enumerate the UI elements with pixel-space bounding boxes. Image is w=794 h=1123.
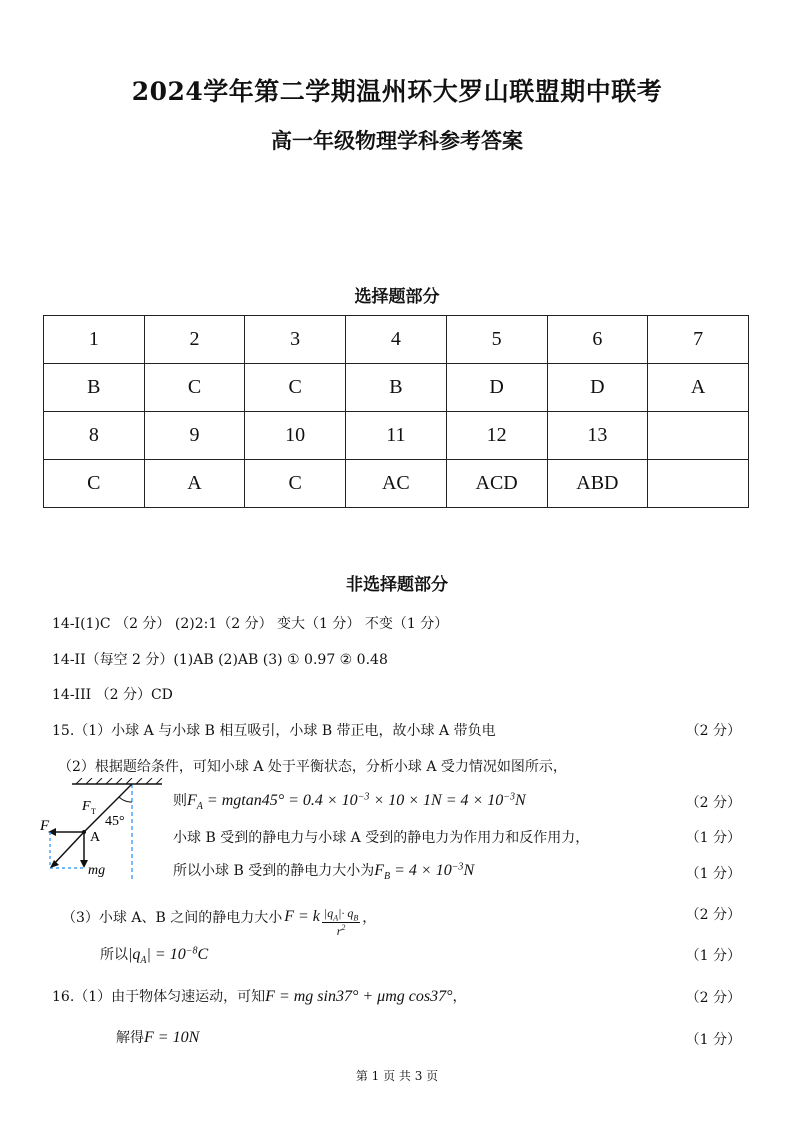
q16-part1b-score: （1 分） — [685, 1032, 741, 1048]
force-diagram — [38, 778, 168, 884]
q15-part2a: 则$F_A = mgtan45^\circ = 0.4 \times 10^{-3} \times 10 \times 1N = 4 \times 10^{-3}N$ — [173, 791, 526, 812]
force-mg-arrowhead — [80, 860, 88, 868]
answer-cell: B — [346, 364, 447, 412]
question-number-cell: 7 — [648, 316, 749, 364]
resultant-arrowhead — [50, 860, 59, 868]
answer-cell: C — [144, 364, 245, 412]
label-mg: mg — [88, 863, 106, 878]
q15-part3-score: （2 分） — [685, 907, 741, 923]
q15-part3: （3）小球 A、B 之间的静电力大小 F = k $|q_A|\cdot q_B$ $r^2$ ， — [62, 906, 377, 939]
q15-part1-score: （2 分） — [685, 723, 741, 739]
page-footer: 第 1 页 共 3 页 — [355, 1069, 439, 1083]
page-subtitle: 高一年级物理学科参考答案 — [271, 128, 523, 153]
answer-cell: ACD — [446, 460, 547, 508]
q15-part3b-score: （1 分） — [685, 948, 741, 964]
question-number-cell: 8 — [44, 412, 145, 460]
question-number-cell: 3 — [245, 316, 346, 364]
q15-part2b-score: （1 分） — [685, 830, 741, 846]
question-number-cell: 4 — [346, 316, 447, 364]
question-number-cell: 1 — [44, 316, 145, 364]
question-number-cell: 13 — [547, 412, 648, 460]
question-number-cell: 6 — [547, 316, 648, 364]
answer-table — [43, 315, 749, 508]
ball-a — [82, 830, 86, 834]
question-number-cell — [648, 412, 749, 460]
q15-part2: （2）根据题给条件，可知小球 A 处于平衡状态，分析小球 A 受力情况如图所示， — [58, 759, 567, 775]
question-number-cell: 9 — [144, 412, 245, 460]
q15-part3b: 所以$|q_A| = 10^{-8}C$ — [100, 945, 209, 966]
label-angle: 45° — [105, 814, 125, 829]
table-row-answers — [44, 460, 749, 508]
answer-cell: D — [547, 364, 648, 412]
answer-cell: AC — [346, 460, 447, 508]
choice-heading: 选择题部分 — [354, 287, 440, 307]
answer-cell: A — [144, 460, 245, 508]
q15-part2a-score: （2 分） — [685, 795, 741, 811]
q15-part2c: 所以小球 B 受到的静电力大小为$F_B = 4 \times 10^{-3}N$ — [173, 861, 475, 882]
question-number-cell: 5 — [446, 316, 547, 364]
force-f-arrowhead — [48, 828, 56, 836]
answer-cell: A — [648, 364, 749, 412]
q15-part1: 15.（1）小球 A 与小球 B 相互吸引，小球 B 带正电，故小球 A 带负电 — [52, 723, 496, 739]
answer-cell: D — [446, 364, 547, 412]
question-number-cell: 11 — [346, 412, 447, 460]
resultant-arrow — [52, 832, 84, 866]
question-number-cell: 2 — [144, 316, 245, 364]
answer-cell: B — [44, 364, 145, 412]
q16-part1: 16.（1）由于物体匀速运动，可知F = mg sin37° + μmg cos37°， — [52, 988, 467, 1005]
page-title: 2024学年第二学期温州环大罗山联盟期中联考 — [131, 77, 663, 106]
nonchoice-heading: 非选择题部分 — [346, 575, 448, 595]
question-number-cell: 10 — [245, 412, 346, 460]
q15-part2b: 小球 B 受到的静电力与小球 A 受到的静电力为作用力和反作用力， — [173, 830, 590, 846]
question-number-cell: 12 — [446, 412, 547, 460]
table-row-answers — [44, 364, 749, 412]
label-f: F — [40, 818, 50, 834]
label-ft: F — [82, 799, 91, 814]
angle-arc — [119, 797, 132, 802]
answer-cell: ABD — [547, 460, 648, 508]
answer-cell: C — [245, 460, 346, 508]
q16-part1b: 解得F = 10N — [116, 1029, 200, 1046]
q14-part3: 14-III （2 分）CD — [52, 687, 173, 703]
label-a: A — [90, 830, 101, 845]
q14-part2: 14-II（每空 2 分）(1)AB (2)AB (3) ① 0.97 ② 0.48 — [52, 652, 388, 668]
q15-part2c-score: （1 分） — [685, 866, 741, 882]
table-row-question-numbers — [44, 412, 749, 460]
answer-cell: C — [44, 460, 145, 508]
q14-part1: 14-I(1)C （2 分） (2)2:1（2 分） 变大（1 分） 不变（1 分） — [52, 616, 449, 632]
ceiling-hatch — [76, 778, 162, 784]
answer-cell — [648, 460, 749, 508]
label-ft-sub: T — [91, 807, 96, 816]
answer-cell: C — [245, 364, 346, 412]
table-row-question-numbers — [44, 316, 749, 364]
q16-part1-score: （2 分） — [685, 990, 741, 1006]
